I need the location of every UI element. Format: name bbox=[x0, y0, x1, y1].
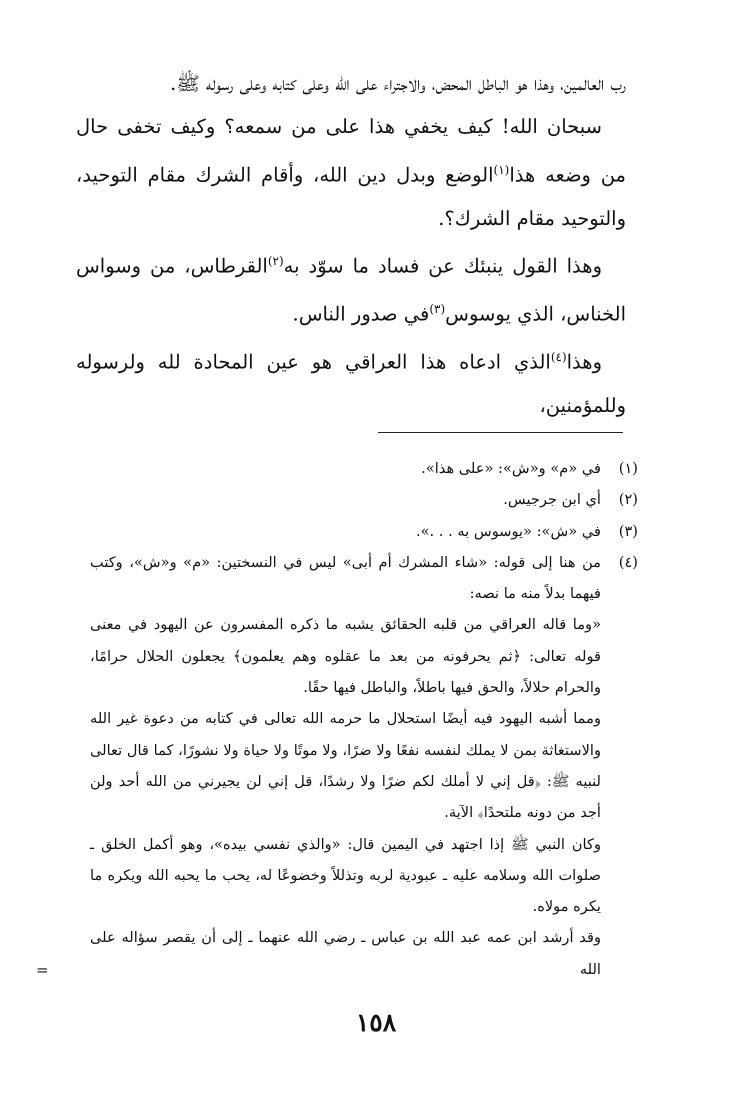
main-line: وهذا القول ينبئك عن فساد ما سوّد به bbox=[283, 254, 602, 278]
main-line: الذي ادعاه هذا العراقي هو عين المحادة لله ولرسوله وللمؤمنين، bbox=[76, 350, 626, 417]
footnote-marker-1[interactable]: (١) bbox=[493, 162, 510, 177]
footnote-paragraph: من هنا إلى قوله: «شاء المشرك أم أبى» ليس في النسختين: «م» و«ش»، وكتب فيهما بدلاً منه ما نصه: bbox=[90, 553, 601, 603]
main-line: القرطاس، من وسواس الخناس، الذي يوسوس bbox=[76, 254, 626, 326]
footnote-text: في «م» و«ش»: «على هذا». bbox=[421, 460, 601, 477]
paragraph-3 bbox=[76, 240, 626, 336]
footnote-paragraph: «وما قاله العراقي من قلبه الحقائق يشبه ما ذكره المفسرون عن اليهود في معنى قوله تعالى: ﴿ثم يحرفونه من بعد ما عقلوه وهم يعلمون﴾ يجعلون الحلال حرامًا، والحرام حلالاً، والحق فيها باطلاً، والباطل فيها حقًا. bbox=[90, 616, 601, 697]
footnote-marker-3[interactable]: (٣) bbox=[429, 302, 446, 317]
footnote-paragraph: وكان النبي ﷺ إذا اجتهد في اليمين قال: «والذي نفسي بيده»، وهو أكمل الخلق ـ صلوات الله وسلامه عليه ـ عبودية لربه وتذللاً وخضوعًا له، يحب ما يحبه الله ويكره ما يكره مولاه. bbox=[90, 835, 601, 916]
footnote-2 bbox=[90, 484, 638, 515]
footnote-text: في «ش»: «يوسوس به . . .». bbox=[415, 522, 601, 540]
footnotes bbox=[90, 453, 638, 985]
footnote-1 bbox=[90, 453, 638, 484]
footnote-paragraph: ومما أشبه اليهود فيه أيضًا استحلال ما حرمه الله تعالى في كتابه من دعوة غير الله والاستغاثة بمن لا يملك لنفسه نفعًا ولا ضرًا، ولا موتًا ولا حياة ولا نشورًا، كما قال تعالى لنبيه ﷺ: ﴿قل إني لا أملك لكم ضرًا ولا رشدًا، قل إني لن يجيرني من الله أحد ولن أجد من دونه ملتحدًا﴾ الآية. bbox=[90, 710, 601, 822]
footnote-4 bbox=[90, 547, 638, 985]
main-line: رب العالمين، وهذا هو الباطل المحض، والاجتراء على الله وعلى كتابه وعلى رسوله ﷺ. bbox=[170, 72, 626, 95]
paragraph-2 bbox=[76, 105, 626, 240]
footnote-3 bbox=[90, 516, 638, 547]
footnote-text bbox=[90, 547, 601, 985]
footnote-separator bbox=[378, 432, 623, 433]
main-text bbox=[76, 62, 626, 427]
footnote-number: (١) bbox=[618, 460, 638, 477]
footnote-number: (٢) bbox=[618, 491, 638, 509]
paragraph-4 bbox=[76, 336, 626, 427]
continuation-mark: = bbox=[36, 961, 49, 979]
footnote-text: أي ابن جرجيس. bbox=[503, 491, 601, 509]
footnote-number: (٤) bbox=[618, 553, 638, 571]
main-line: وهذا bbox=[566, 350, 602, 374]
paragraph-1 bbox=[76, 62, 626, 105]
page-number: ١٥٨ bbox=[355, 1008, 397, 1037]
footnote-paragraph: وقد أرشد ابن عمه عبد الله بن عباس ـ رضي الله عنهما ـ إلى أن يقصر سؤاله على الله bbox=[90, 929, 601, 978]
footnote-marker-2[interactable]: (٢) bbox=[267, 254, 284, 269]
footnote-marker-4[interactable]: (٤) bbox=[550, 349, 567, 364]
main-line: في صدور الناس. bbox=[292, 302, 430, 326]
main-line: الوضع وبدل دين الله، وأقام الشرك مقام التوحيد، والتوحيد مقام الشرك؟. bbox=[76, 163, 626, 230]
footnote-number: (٣) bbox=[618, 522, 638, 540]
main-line: سبحان الله! كيف يخفي هذا على من سمعه؟ وكيف تخفى حال من وضعه هذا bbox=[76, 115, 626, 187]
